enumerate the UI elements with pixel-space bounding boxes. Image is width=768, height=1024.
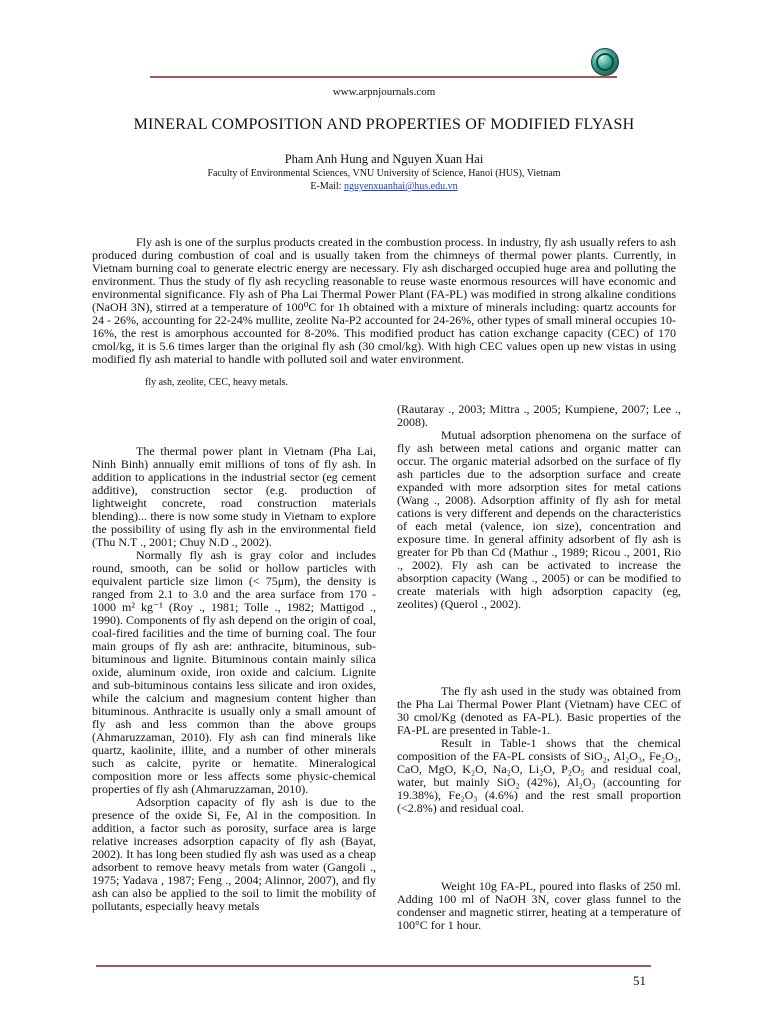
left-paragraph-3: Adsorption capacity of fly ash is due to the presence of the oxide Si, Fe, Al in the composition. In addition, a factor such as porosity, surface area is large relative increases adsorption capacity of fly ash (Bayat, 2002). It has long been studied fly ash was used as a cheap adsorbent to remove heavy metals from water (Gangoli ., 1975; Yadava , 1987; Feng ., 2004; Alinnor, 2007), and fly ash can also be applied to the soil to limit the mobility of pollutants, especially heavy metals	[92, 795, 376, 913]
email-line	[0, 181, 768, 192]
abstract: Fly ash is one of the surplus products created in the combustion process. In industry, fly ash usually refers to ash produced during combustion of coal and is usually taken from the chimneys of thermal power plants. Currently, in Vietnam burning coal to generate electric energy are necessary. Fly ash discharged occupied huge area and polluting the environment. Thus the study of fly ash recycling reasonable to reuse waste enormous resources will have economic and environmental significance. Fly ash of Pha Lai Thermal Power Plant (FA-PL) was modified in strong alkaline conditions (NaOH 3N), stirred at a temperature of 100⁰C for 1h obtained with a mixture of minerals including: quartz accounts for 24 - 26%, accounting for 22-24% mullite, zeolite Na-P2 accounted for 24-26%, other types of small mineral occupies 10-16%, the rest is amorphous accounted for 8-20%. This modified product has cation exchange capacity (CEC) of 170 cmol/kg, it is 5.6 times larger than the original fly ash (30 cmol/kg). With high CEC values open up new vistas in using modified fly ash material to handle with polluted soil and water environment.	[92, 235, 676, 366]
right-column-bottom	[397, 880, 681, 932]
right-paragraph-2: Mutual adsorption phenomena on the surface of fly ash between metal cations and organic matter can occur. The organic material adsorbed on the surface of fly ash particles due to the adsorption surface and create expanded with more adsorption sites for metal cations (Wang ., 2008). Adsorption affinity of fly ash for metal cations is very different and depends on the characteristics of each metal (valence, ion size), concentration and exposure time. In general affinity adsorbent of fly ash is greater for Pb than Cd (Mathur ., 1989; Ricou ., 2001, Rio ., 2002). Fly ash can be activated to increase the absorption capacity (Wang ., 2005) or can be modified to create materials with high adsorption capacity (eg, zeolites) (Querol ., 2002).	[397, 428, 681, 611]
left-column	[92, 445, 376, 913]
left-paragraph-1: The thermal power plant in Vietnam (Pha Lai, Ninh Binh) annually emit millions of tons of fly ash. In addition to applications in the industrial sector (eg cement additive), construction sector (e.g. production of lightweight concrete, road construction materials blending)... there is now some study in Vietnam to explore the possibility of using fly ash in the environmental field (Thu N.T ., 2001; Chuy N.D ., 2002).	[92, 444, 376, 549]
email-label: E-Mail:	[310, 181, 344, 192]
left-paragraph-2: Normally fly ash is gray color and includes round, smooth, can be solid or hollow particles with equivalent particle size limon (< 75μm), the density is ranged from 2.1 to 3.0 and the area surface from 170 - 1000 m² kg⁻¹ (Roy ., 1981; Tolle ., 1982; Mattigod ., 1990). Components of fly ash depend on the origin of coal, coal-fired facilities and the time of burning coal. The four main groups of fly ash are: anthracite, bituminous, sub-bituminous and lignite. Bituminous contain mainly silica oxide, aluminum oxide, iron oxide and calcium. Lignite and sub-bituminous contains less silicate and iron oxides, while the calcium and magnesium content higher than bituminous. Anthracite is usually only a small amount of fly ash and less common than the above groups (Ahmaruzzaman, 2010). Fly ash can find minerals like quartz, kaolinite, illite, and a number of other minerals such as calcite, pyrite or hematite. Mineralogical composition more or less affects some physic-chemical properties of fly ash (Ahmaruzzaman, 2010).	[92, 548, 376, 796]
keywords: fly ash, zeolite, CEC, heavy metals.	[145, 377, 289, 388]
journal-url[interactable]: www.arpnjournals.com	[332, 86, 436, 98]
email-link[interactable]: nguyenxuanhai@hus.edu.vn	[343, 181, 458, 192]
right-paragraph-3: The fly ash used in the study was obtained from the Pha Lai Thermal Power Plant (Vietnam) have CEC of 30 cmol/Kg (denoted as FA-PL). Basic properties of the FA-PL are presented in Table-1.	[397, 684, 681, 737]
right-paragraph-5: Weight 10g FA-PL, poured into flasks of 250 ml. Adding 100 ml of NaOH 3N, cover glass funnel to the condenser and magnetic stirrer, heating at a temperature of 100°C for 1 hour.	[397, 879, 681, 932]
right-paragraph-4: Result in Table-1 shows that the chemical composition of the FA-PL consists of SiO₂, Al₂O₃, Fe₂O₃, CaO, MgO, K₂O, Na₂O, Li₂O, P₂O₅ and residual coal, water, but mainly SiO₂ (42%), Al₂O₃ (accounting for 19.38%), Fe₂O₃ (4.6%) and the rest small proportion (<2.8%) and residual coal.	[397, 736, 681, 815]
page-number: 51	[633, 973, 646, 988]
footer-rule	[96, 965, 651, 967]
header-rule	[150, 76, 617, 78]
paper-authors: Pham Anh Hung and Nguyen Xuan Hai	[284, 152, 484, 166]
paper-title: MINERAL COMPOSITION AND PROPERTIES OF MODIFIED FLYASH	[133, 116, 635, 133]
right-column-middle	[397, 685, 681, 815]
paper-affiliation: Faculty of Environmental Sciences, VNU University of Science, Hanoi (HUS), Vietnam	[207, 168, 561, 179]
right-paragraph-1: (Rautaray ., 2003; Mittra ., 2005; Kumpiene, 2007; Lee ., 2008).	[397, 402, 681, 429]
right-column-top	[397, 403, 681, 611]
journal-logo-ring	[596, 53, 614, 71]
